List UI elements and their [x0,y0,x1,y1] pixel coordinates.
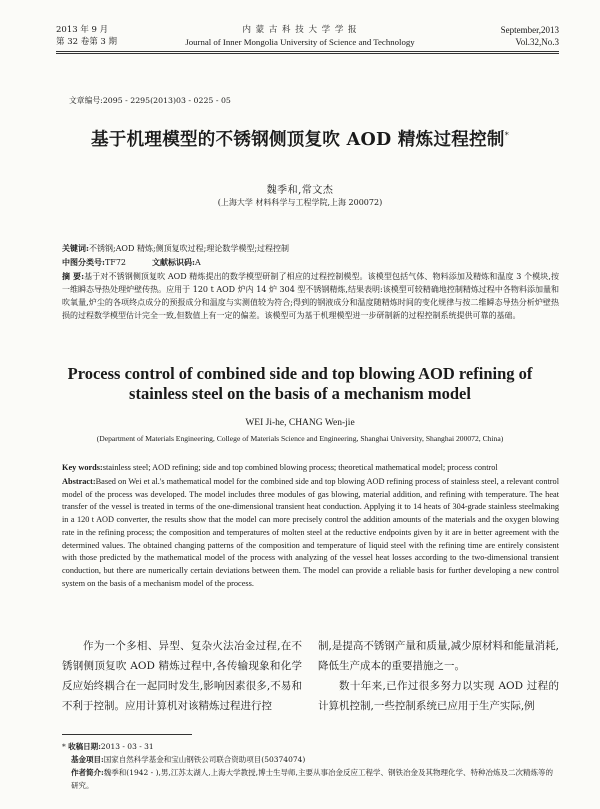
journal-date: 2013 年 9 月 [56,25,109,35]
footnote-fund: 基金项目:国家自然科学基金和宝山钢铁公司联合资助项目(50374074) [71,755,306,764]
body-right-para-2: 数十年来,已作过很多努力以实现 AOD 过程的计算机控制,一些控制系统已应用于生产实际,例 [318,680,559,712]
authors-cn: 魏季和,常文杰 [266,185,334,196]
abstract-cn-label: 摘 要: [62,271,85,281]
abstract-en-label: Abstract: [62,477,96,486]
journal-name-cn: 内 蒙 古 科 技 大 学 学 报 [242,25,358,35]
classification-code: TF72 [104,258,127,267]
authors-en: WEI Ji-he, CHANG Wen-jie [245,418,355,428]
affiliation-cn: (上海大学 材料科学与工程学院,上海 200072) [217,198,383,207]
keywords-en-label: Key words: [62,463,103,472]
classification-label: 中图分类号: [62,257,105,267]
header-rule [56,51,559,52]
keywords-en: Key words:stainless steel; AOD refining; side and top combined blowing process; theoretical mathematical model; process control [62,463,498,472]
journal-date-en: September,2013 [500,25,559,35]
footnote-rule [62,734,192,735]
body-left-column: 作为一个多相、异型、复杂火法冶金过程,在不锈钢侧顶复吹 AOD 精炼过程中,各传输现象和化学反应始终耦合在一起同时发生,影响因素很多,不易和不利于控制。应用计算机对该精炼过程进行控 [62,640,302,712]
abstract-cn: 摘 要:基于对不锈钢侧顶复吹 AOD 精炼提出的数学模型研制了相应的过程控制模型。该模型包括气体、物料添加及精炼和温度 3 个模块,按一维瞬态导热处理炉壁传热。应用于 120 t AOD 炉内 14 炉 304 型不锈钢精炼,结果表明:该模型可较精确地控制精炼过程中各物料添加量和吹氧量,炉尘的各项终点成分的预报成分和温度与实测值较为符合;得到的钢液成分和温度随精炼时间的变化规律与按二维瞬态导热分析炉壁热损的过程数学模型估计完全一致,但数值上有一定的偏差。该模型可为基于机理模型进一步研制新的过程控制系统提供可靠的基础。 [62,271,559,320]
doc-code: A [194,258,201,267]
footnote-fund-label: 基金项目: [71,755,104,764]
body-right-column [318,636,559,716]
body-right-para-1: 制,是提高不锈钢产量和质量,减少原材料和能量消耗,降低生产成本的重要措施之一。 [318,640,560,672]
journal-volume-cn: 第 32 卷第 3 期 [56,37,118,47]
title-footnote-mark: * [504,131,509,141]
journal-volume-en: Vol.32,No.3 [515,37,559,47]
footnote-author-label: 作者简介: [71,768,104,777]
keywords-cn: 关键词:不锈钢;AOD 精炼;侧顶复吹过程;理论数学模型;过程控制 [62,243,290,253]
journal-name-en: Journal of Inner Mongolia University of Science and Technology [185,37,415,47]
header-rule-2 [56,53,559,54]
classification-line [62,256,559,269]
article-number: 文章编号:2095 - 2295(2013)03 - 0225 - 05 [69,96,231,105]
footnote-author: 作者简介:魏季和(1942 - ),男,江苏太湖人,上海大学教授,博士生导师,主要从事冶金反应工程学、钢铁冶金及其物理化学、特种冶炼及二次精炼等的研究。 [71,768,553,790]
footnote-received-label: 收稿日期: [68,742,101,751]
title-en: Process control of combined side and top blowing AOD refining of stainless steel on the basis of a mechanism model [67,364,533,403]
affiliation-en: (Department of Materials Engineering, College of Materials Science and Engineering, Shanghai University, Shanghai 200072, China) [96,434,504,443]
footnote-received: * 收稿日期:2013 - 03 - 31 [62,742,154,751]
doc-code-label: 文献标识码: [152,257,195,267]
title-cn: 基于机理模型的不锈钢侧顶复吹 AOD 精炼过程控制* [91,130,509,150]
keywords-cn-label: 关键词: [62,243,89,253]
abstract-en: Abstract:Based on Wei et al.'s mathematical model for the combined side and top blowing AOD refining process of stainless steel, a relevant control model of the process was developed. The model includes three modules of gas blowing, material addition, and refining with temperature. The heat transfer of the vessel is treated in terms of the one-dimensional transient heat conduction. Applying it to 14 heats of 304-grade stainless steelmaking in a 120 t AOD converter, the results show that the model can more precisely control the addition amounts of the materials and the oxygen blowing rate in the refining process; the composition and temperatures of molten steel at the reductive endpoints given by it are in better agreement with the determined values. The obtained changing patterns of the composition and temperature of liquid steel with the refining time are entirely consistent with those predicted by the mathematical model of the process with analyzing of the vessel heat losses according to the two-dimensional transient conduction, but there are numerically certain deviations between them. The model can provide a reliable basis for further developing a new control system on the basis of a mechanism model of the process. [62,477,559,588]
